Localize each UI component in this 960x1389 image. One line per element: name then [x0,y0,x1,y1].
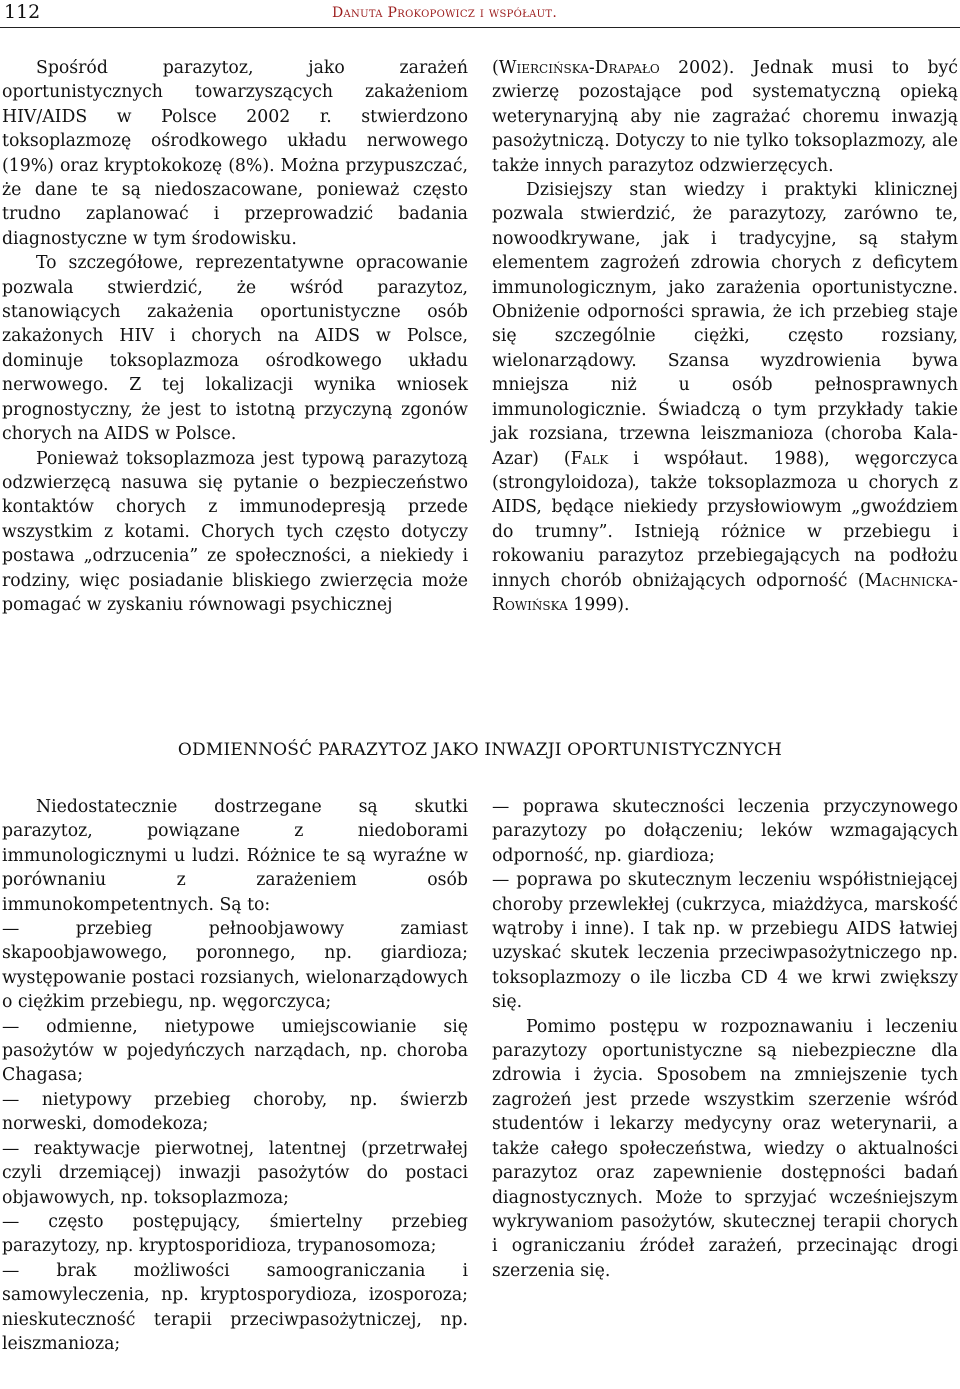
paragraph: (Wiercińska-Drapało 2002). Jednak musi to być zwierzę pozostające pod systematyczną opieką weterynaryjną aby nie zagrażać choremu inwazją pasożytniczą. Dotyczy to nie tylko toksoplazmozy, ale także innych parazytoz odzwierzęcych. [492,58,958,176]
paragraph: Dzisiejszy stan wiedzy i praktyki klinicznej pozwala stwierdzić, że parazytozy, zarówno te, nowoodkrywane, jak i tradycyjne, są stałym elementem zagrożeń zdrowia chorych z deficytem immunologicznym, jako zarażenia oportunistyczne. Obniżenie odporności sprawia, że ich przebieg staje się szczególnie ciężki, często rozsiany, wielonarządowy. Szansa wyzdrowienia bywa mniejsza niż u osób pełnosprawnych immunologicznie. Świadczą o tym przykłady takie jak rozsiana, trzewna leiszmanioza (choroba Kala-Azar) (Falk i współaut. 1988), węgorczyca (strongyloidoza), także toksoplazmoza u chorych z AIDS, będące niekiedy przysłowiowym „gwoździem do trumny”. Istnieją różnice w przebiegu i rokowaniu parazytoz przebiegających na podłożu innych chorób obniżających odporność (Machnicka-Rowińska 1999). [492,180,958,615]
list-item: — często postępujący, śmiertelny przebieg parazytozy, np. kryptosporidioza, trypanosomoza; [2,1211,468,1257]
citation: Wiercińska-Drapało [498,58,660,78]
paragraph: Pomimo postępu w rozpoznawaniu i leczeniu parazytozy oportunistyczne są niebezpieczne dla zdrowia i życia. Sposobem na zmniejszenie tych zagrożeń jest przede wszystkim szerzenie wśród studentów i lekarzy medycyny oraz weterynarii, a także całego społeczeństwa, wiedzy o aktualności parazytoz oraz zapewnienie dostępności badań diagnostycznych. Może to sprzyjać wcześniejszym wykrywaniom pasożytów, skutecznej terapii chorych i ograniczaniu źródeł zarażeń, przecinając drogi szerzenia się. [492,1016,958,1281]
paragraph: Ponieważ toksoplazmoza jest typową parazytozą odzwierzęcą nasuwa się pytanie o bezpieczeństwo kontaktów chorych z immunodepresją przede wszystkim z kotami. Chorych tych często dotyczy postawa „odrzucenia” ze społeczności, a niekiedy i rodziny, więc posiadanie bliskiego zwierzęcia może pomagać w zyskaniu równowagi psychicznej [2,448,468,615]
list-item: — przebieg pełnoobjawowy zamiast skapoobjawowego, poronnego, np. giardioza; występowanie postaci rozsianych, wielonarządowych o ciężkim przebiegu, np. węgorczyca; [2,919,468,1013]
running-title: Danuta Prokopowicz i współaut. [332,5,558,21]
list-item: — nietypowy przebieg choroby, np. świerzb norweski, domodekoza; [2,1089,468,1135]
paragraph: To szczegółowe, reprezentatywne opracowanie pozwala stwierdzić, że wśród parazytoz, stanowiących zakażenia oportunistyczne osób zakażonych HIV i chorych na AIDS w Polsce, dominuje toksoplazmoza ośrodkowego układu nerwowego. Z tej lokalizacji wynika wniosek prognostyczny, że jest to istotną przyczyną zgonów chorych na AIDS w Polsce. [2,253,468,445]
list-item: — odmienne, nietypowe umiejscowianie się pasożytów w pojedyńczych narządach, np. choroba Chagasa; [2,1016,468,1086]
left-column-bottom [2,795,468,1356]
section-heading: ODMIENNOŚĆ PARAZYTOZ JAKO INWAZJI OPORTUNISTYCZNYCH [177,740,783,760]
paragraph: Spośród parazytoz, jako zarażeń oportunistycznych towarzyszących zakażeniom HIV/AIDS w Polsce 2002 r. stwierdzono toksoplazmozę ośrodkowego układu nerwowego (19%) oraz kryptokokozę (8%). Można przypuszczać, że dane te są niedoszacowane, ponieważ często trudno zaplanować i przeprowadzić badania diagnostyczne w tym środowisku. [2,58,468,249]
right-column-bottom [492,795,958,1283]
paragraph: Niedostatecznie dostrzegane są skutki parazytoz, powiązane z niedoborami immunologicznymi u ludzi. Różnice te są wyraźne w porównaniu z zarażeniem osób immunokompetentnych. Są to: [2,797,468,915]
list-item: — poprawa skuteczności leczenia przyczynowego parazytozy po dołączeniu; leków wzmagających odporność, np. giardioza; [492,797,958,866]
page-number: 112 [4,1,41,23]
list-item: — reaktywacje pierwotnej, latentnej (przetrwałej czyli drzemiącej) inwazji pasożytów do postaci objawowych, np. toksoplazmoza; [2,1138,468,1208]
citation: Machnicka-Rowińska [492,570,958,615]
left-column-top [2,56,468,617]
header-rule [0,27,960,28]
page-header [0,0,960,24]
list-item: — poprawa po skutecznym leczeniu współistniejącej choroby przewlekłej (cukrzyca, miażdżyca, marskość wątroby i inne). I tak np. w przebiegu AIDS łatwiej uzyskać skutek leczenia przeciwpasożytniczego np. toksoplazmozy o ile liczba CD 4 we krwi zwiększy się. [492,870,958,1013]
list-item: — brak możliwości samoograniczania i samowyleczenia, np. kryptosporydioza, izosporoza; nieskuteczność terapii przeciwpasożytniczej, np. leiszmanioza; [2,1260,468,1354]
right-column-top [492,56,958,617]
citation: Falk [570,448,609,469]
